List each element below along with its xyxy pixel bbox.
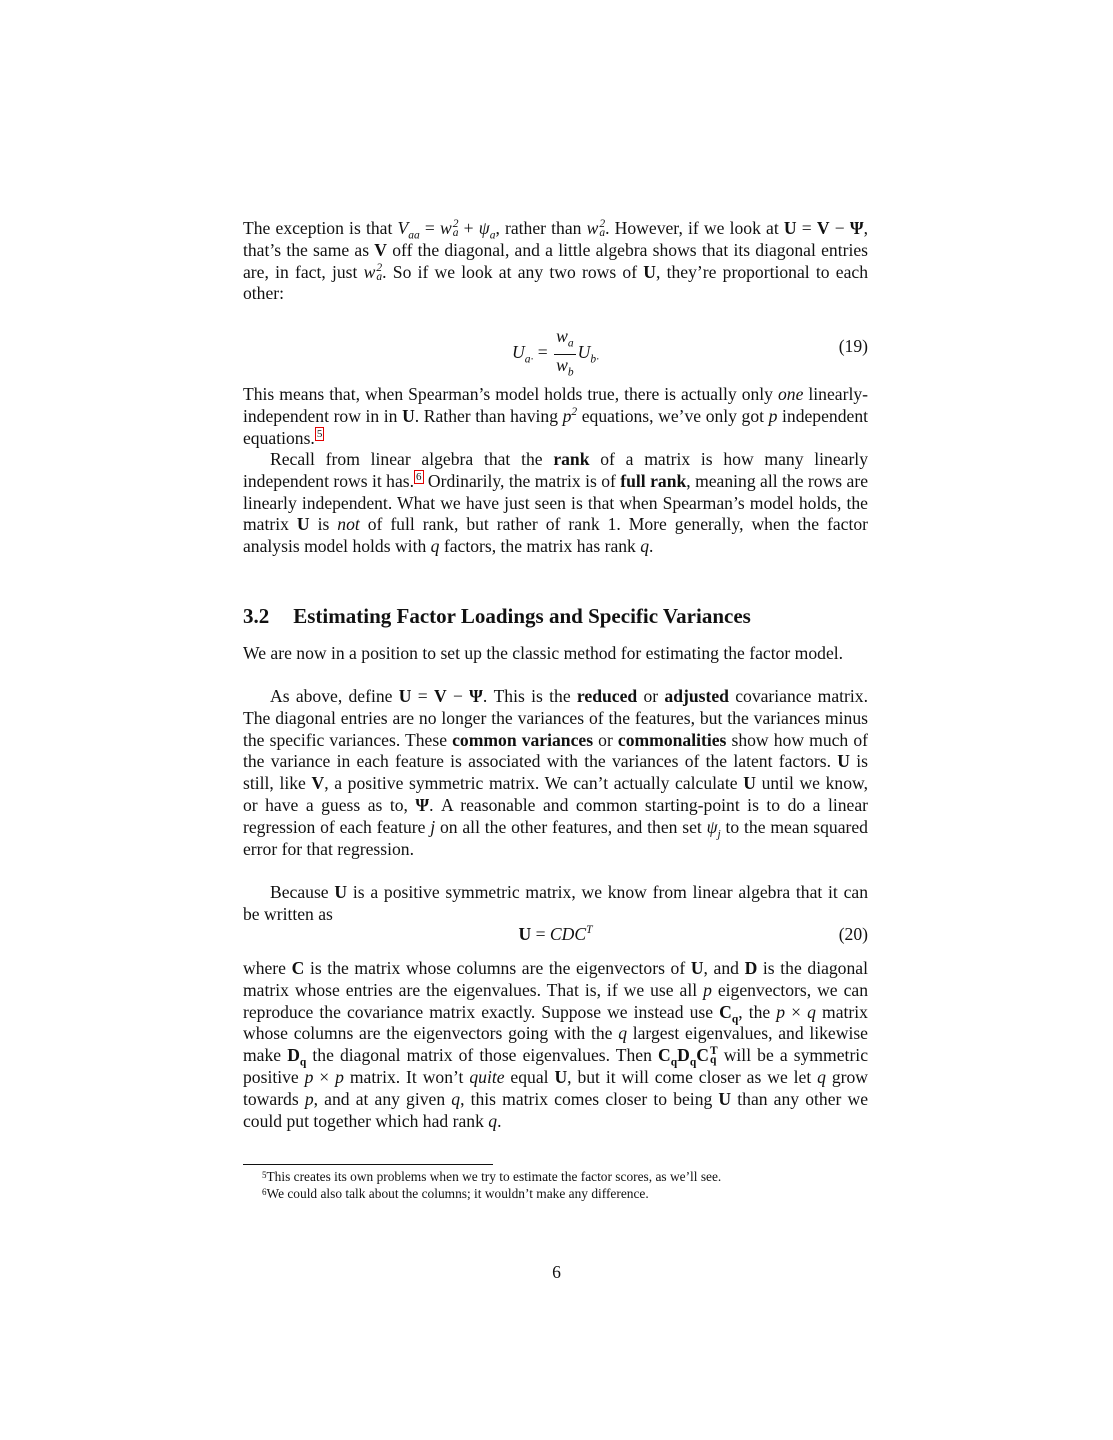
text-run: [850, 218, 864, 238]
text: reduced: [576, 686, 638, 706]
text: of a matrix is how many linearly independent rows it has.: [243, 449, 873, 491]
text-run: [434, 686, 447, 706]
text-run: [424, 471, 621, 491]
text: . This is the: [482, 686, 577, 706]
text-run: [311, 773, 324, 793]
text: U: [783, 218, 797, 238]
text: U: [690, 958, 704, 978]
sup-sub: [710, 1047, 718, 1065]
text-run: [677, 1045, 697, 1069]
text: C: [658, 1045, 671, 1066]
subscript: a: [376, 270, 383, 283]
subscript: q: [731, 1013, 739, 1026]
text-run: [344, 1067, 469, 1087]
text-run: [817, 218, 830, 238]
text: V: [816, 218, 830, 238]
text-run: [243, 958, 292, 978]
text: V: [433, 686, 447, 706]
text-run: [593, 730, 618, 750]
text-run: [706, 816, 721, 841]
text: until we know, or have a guess as to,: [243, 773, 873, 815]
text: q: [618, 1023, 627, 1044]
text-run: [305, 1089, 314, 1109]
text: largest eigenvalues, and likewise make: [243, 1023, 873, 1066]
text-run: [447, 686, 469, 706]
eq-lhs: U: [512, 342, 525, 363]
superscript: 2: [599, 217, 606, 230]
text: D: [744, 958, 758, 978]
text: p: [776, 1001, 786, 1022]
text: U: [334, 882, 348, 902]
text: where: [243, 958, 292, 978]
footnote-rule: [243, 1164, 493, 1165]
equation-number: (20): [838, 924, 868, 944]
text: U: [554, 1066, 568, 1087]
text-run: [310, 514, 338, 534]
text-run: [738, 1002, 776, 1022]
text-run: [830, 218, 850, 238]
equation-number: (19): [838, 336, 868, 356]
text-run: [704, 958, 745, 978]
text-run: [270, 449, 553, 469]
text-run: [243, 384, 778, 404]
text-run: [554, 1067, 567, 1087]
text: equal: [504, 1066, 555, 1087]
text: Because: [270, 882, 335, 902]
text: is a positive symmetric matrix, we know from linear algebra that it can be written as: [243, 882, 873, 924]
text-run: [618, 730, 726, 750]
text: Ψ: [849, 218, 864, 238]
text: of full rank, but rather of rank 1. More generally, when the factor analysis model holds with: [243, 514, 873, 557]
text-run: [488, 1111, 497, 1131]
text-run: [287, 1045, 307, 1069]
text: U: [296, 514, 310, 535]
text: =: [419, 218, 440, 238]
text: We are now in a position to set up the classic method for estimating the factor model.: [243, 643, 844, 663]
text: linearly-independent row in in: [243, 384, 868, 426]
text-run: [778, 384, 803, 404]
text-run: [469, 686, 483, 706]
paragraph-6: [243, 882, 873, 926]
text-run: [664, 686, 729, 706]
text-run: [270, 882, 334, 902]
text: the diagonal matrix of those eigenvalues. Then: [306, 1045, 658, 1066]
text-run: [382, 262, 643, 282]
text-run: [451, 1089, 460, 1109]
text: ψ: [478, 218, 490, 238]
text: p: [304, 1088, 314, 1109]
eq-rhs: CDC: [549, 924, 587, 944]
text-run: [397, 218, 420, 242]
text-run: [553, 449, 589, 469]
sup-sub: [599, 217, 606, 239]
text: is still, like: [243, 751, 873, 794]
text: q: [640, 536, 650, 557]
text: or: [593, 729, 618, 750]
eq-rhs: U: [577, 342, 591, 363]
subscript: q: [299, 1056, 307, 1069]
text-run: [415, 406, 563, 426]
text-run: [304, 958, 690, 978]
text-run: [374, 240, 387, 260]
text-run: [643, 262, 656, 282]
text-run: [399, 686, 412, 706]
text-run: [335, 1067, 344, 1087]
text: This means that, when Spearman’s model holds true, there is actually only: [243, 384, 778, 404]
text: one: [777, 384, 804, 404]
text: , meaning all the rows are linearly independent. What we have just seen is that when Spearman’s model holds, the matrix: [243, 470, 873, 535]
text-run: [745, 958, 758, 978]
text: C: [696, 1045, 709, 1066]
text: to the mean squared error for that regression.: [243, 816, 873, 859]
text: , rather than: [495, 218, 587, 238]
text-run: [337, 514, 359, 534]
text: equations, we’ve only got: [577, 405, 769, 426]
text-run: [440, 218, 459, 238]
text: .: [649, 536, 654, 557]
eq-equals: =: [531, 924, 550, 944]
subscript: j: [717, 828, 721, 841]
numerator-sub: a: [567, 337, 574, 350]
text: V: [374, 239, 388, 260]
superscript: 2: [452, 217, 459, 230]
text-run: [505, 1067, 555, 1087]
text: −: [829, 218, 850, 238]
paragraph-3: [243, 449, 873, 558]
text: w: [440, 218, 452, 238]
text: Ψ: [415, 794, 430, 815]
text-run: [696, 1045, 717, 1065]
text-run: [640, 536, 649, 556]
text: q: [817, 1066, 826, 1087]
text: is the diagonal matrix whose entries are the eigenvalues. That is, if we use all: [243, 958, 873, 1000]
paragraph-2: [243, 384, 873, 449]
text-run: [402, 406, 415, 426]
text-run: [577, 686, 637, 706]
text-run: [637, 686, 664, 706]
text: on all the other features, and then set: [435, 816, 707, 837]
text: =: [411, 686, 434, 706]
text: commonalities: [617, 729, 727, 750]
text-run: [620, 471, 686, 491]
eq-rhs-sub: b·: [590, 353, 599, 366]
fraction: [554, 326, 576, 382]
text: , the: [738, 1001, 777, 1022]
text-run: [483, 686, 577, 706]
text-run: [270, 686, 399, 706]
text: , they’re proportional to each other:: [243, 261, 873, 304]
text: than any other we could put together which had rank: [243, 1088, 873, 1131]
text-run: [567, 1067, 817, 1087]
text-run: [658, 1045, 678, 1069]
text-run: [420, 218, 440, 238]
text: q: [488, 1110, 498, 1131]
text: −: [446, 686, 470, 706]
text-run: [577, 406, 769, 426]
text-run: [837, 751, 850, 771]
text: p: [562, 405, 572, 426]
superscript: 2: [376, 261, 383, 274]
text-run: [784, 218, 797, 238]
text: . However, if we look at: [605, 218, 784, 238]
text: , but it will come closer as we let: [567, 1066, 818, 1087]
text-run: [364, 262, 383, 282]
text: q: [451, 1088, 461, 1109]
text: will be a symmetric positive: [243, 1045, 873, 1087]
text: factors, the matrix has rank: [439, 536, 641, 557]
eq-rhs-sup: T: [586, 924, 593, 937]
text: , this matrix comes closer to being: [460, 1088, 719, 1109]
text: off the diagonal, and a little algebra shows that its diagonal entries are, in fact, just: [243, 239, 873, 282]
footnote-text: This creates its own problems when we try to estimate the factor scores, as we’ll see.: [266, 1169, 722, 1184]
footnote-ref-5[interactable]: 5: [316, 427, 323, 440]
text: ψ: [706, 816, 718, 837]
text-run: [703, 980, 712, 1000]
text: w: [586, 218, 599, 238]
text: p: [335, 1066, 344, 1087]
subscript: a: [599, 226, 606, 239]
text: , that’s the same as: [243, 218, 873, 260]
text-run: [297, 514, 310, 534]
text: not: [337, 514, 360, 535]
text-run: [439, 536, 640, 556]
denominator-sub: b: [567, 366, 574, 379]
text-run: [415, 795, 429, 815]
text: U: [837, 751, 850, 772]
text-run: [618, 1023, 627, 1043]
text: V: [311, 773, 325, 794]
equation-19: [243, 326, 868, 379]
text-run: [817, 1067, 826, 1087]
text: Ψ: [469, 686, 483, 706]
text-run: [459, 218, 479, 238]
text: Recall from linear algebra that the: [270, 449, 554, 469]
text-run: [306, 1045, 658, 1065]
text: D: [287, 1045, 300, 1066]
text: As above, define: [270, 686, 399, 706]
text: eigenvectors, we can reproduce the covariance matrix exactly. Suppose we instead use: [243, 979, 873, 1022]
paragraph-5: [243, 686, 873, 860]
text-run: [243, 643, 843, 663]
paragraph-4: [243, 643, 868, 665]
paragraph-7: [243, 958, 873, 1132]
footnote-5: [262, 1168, 721, 1185]
subscript: a: [489, 229, 496, 242]
text: U: [743, 773, 756, 794]
text: U: [402, 405, 415, 426]
text-run: [495, 218, 586, 238]
text: j: [430, 816, 436, 837]
text: is the matrix whose columns are the eigenvectors of: [304, 958, 691, 978]
text: q: [430, 536, 440, 557]
text-run: [435, 817, 706, 837]
text: U: [718, 1088, 732, 1109]
footnote-text: We could also talk about the columns; it wouldn’t make any difference.: [266, 1186, 649, 1201]
text-run: [743, 773, 756, 793]
text-run: [785, 1002, 807, 1022]
eq-lhs: U: [518, 924, 532, 944]
text-run: [478, 218, 496, 242]
section-title: Estimating Factor Loadings and Specific Variances: [293, 604, 751, 628]
text-run: [605, 218, 784, 238]
text: C: [291, 958, 305, 978]
paragraph-1: [243, 217, 873, 305]
text: =: [796, 218, 817, 238]
text: .: [497, 1110, 502, 1131]
text-run: [292, 958, 305, 978]
text: matrix. It won’t: [343, 1066, 470, 1087]
text: , and: [703, 958, 745, 978]
text: +: [458, 218, 479, 238]
text: quite: [469, 1066, 505, 1087]
text-run: [718, 1089, 731, 1109]
text-run: [497, 1111, 501, 1131]
text: matrix whose columns are the eigenvectors going with the: [243, 1001, 873, 1044]
section-number: 3.2: [243, 604, 270, 628]
text: show how much of the variance in each feature is associated with the variances of the latent factors.: [243, 729, 873, 772]
subscript: q: [709, 1054, 717, 1067]
section-heading: [243, 604, 751, 629]
subscript: q: [689, 1056, 697, 1069]
sup-sub: [376, 261, 383, 283]
text: q: [807, 1001, 816, 1022]
text: full rank: [620, 470, 687, 491]
text-run: [313, 1067, 335, 1087]
text-run: [411, 686, 433, 706]
superscript: 2: [571, 405, 578, 418]
text: independent equations.: [243, 405, 873, 448]
text-run: [587, 218, 606, 238]
text-run: [334, 882, 347, 902]
eq-lhs-sub: a·: [524, 353, 534, 366]
footnote-6: [262, 1185, 649, 1202]
denominator: w: [556, 354, 568, 375]
text: p: [703, 979, 712, 1000]
text: w: [363, 261, 376, 282]
text: U: [398, 686, 412, 706]
subscript: aa: [408, 229, 420, 242]
text-run: [719, 1001, 739, 1026]
text: common variances: [452, 729, 594, 750]
text-run: [691, 958, 704, 978]
text: . Rather than having: [414, 405, 563, 426]
text-run: [452, 730, 593, 750]
eq-equals: =: [533, 342, 553, 363]
footnote-mark: 6: [262, 1187, 267, 1197]
text: grow towards: [243, 1066, 873, 1109]
text: , a positive symmetric matrix. We can’t actually calculate: [324, 773, 744, 794]
text: or: [637, 686, 665, 706]
subscript: a: [452, 226, 459, 239]
page-number: 6: [552, 1262, 561, 1282]
text: . So if we look at any two rows of: [382, 261, 644, 282]
text: The exception is that: [243, 218, 398, 238]
text-run: [324, 773, 743, 793]
text: covariance matrix. The diagonal entries are no longer the variances of the features, but the variances minus the specific variances. These: [243, 686, 873, 750]
text-run: [243, 218, 398, 238]
text: U: [643, 261, 656, 282]
footnote-mark: 5: [262, 1170, 267, 1180]
text: C: [719, 1001, 732, 1022]
superscript: T: [709, 1045, 718, 1058]
text: , and at any given: [313, 1088, 452, 1109]
subscript: q: [670, 1056, 678, 1069]
text-run: [314, 1089, 452, 1109]
text: . A reasonable and common starting-point is to do a linear regression of each feature: [243, 794, 873, 837]
text: V: [397, 218, 409, 238]
text-run: [649, 536, 653, 556]
text-run: [469, 1067, 504, 1087]
text: rank: [553, 449, 590, 469]
text: ×: [785, 1001, 808, 1022]
text-run: [797, 218, 817, 238]
text: ×: [313, 1066, 336, 1087]
footnote-ref-6[interactable]: 6: [416, 470, 422, 483]
text: is: [309, 514, 338, 535]
text: D: [677, 1045, 690, 1066]
text-run: [460, 1089, 718, 1109]
text-run: [807, 1002, 816, 1022]
text-run: [563, 406, 578, 426]
text-run: [776, 1002, 785, 1022]
numerator: w: [556, 326, 568, 346]
sup-sub: [452, 217, 459, 239]
text: p: [768, 405, 778, 426]
text: adjusted: [664, 686, 729, 706]
text: p: [304, 1066, 314, 1087]
text: Ordinarily, the matrix is of: [423, 470, 621, 491]
